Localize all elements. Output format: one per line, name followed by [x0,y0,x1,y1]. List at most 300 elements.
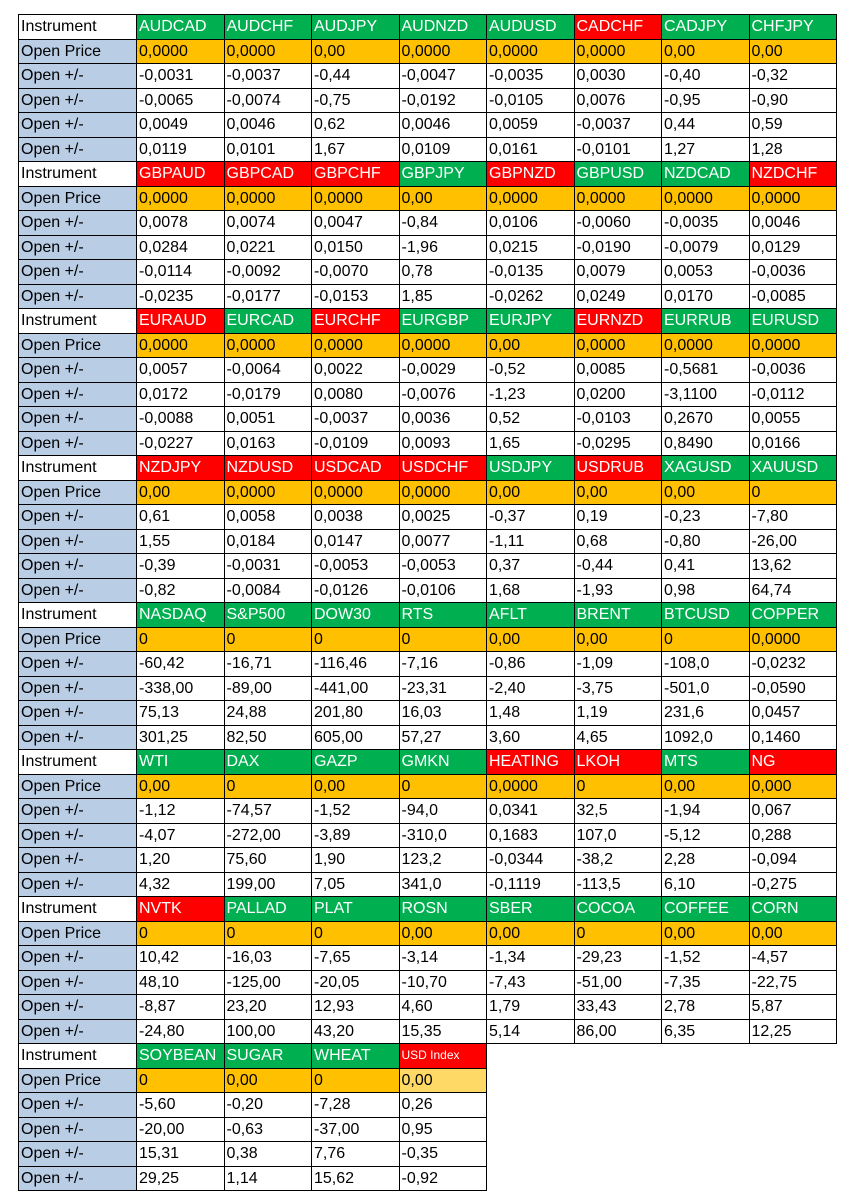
instrument-row-label: Instrument [19,603,137,628]
open-price-cell: 0,00 [487,921,575,946]
open-price-cell: 0,00 [399,1068,487,1093]
open-delta-cell: -0,0153 [312,284,400,309]
open-delta-cell: 0,0080 [312,382,400,407]
instrument-cell-cocoa: COCOA [574,897,662,922]
open-delta-row [19,872,837,897]
open-delta-row-label: Open +/- [19,799,137,824]
open-delta-cell: -20,00 [137,1117,225,1142]
open-delta-row-label: Open +/- [19,113,137,138]
open-price-row [19,627,837,652]
open-delta-cell: 0,0078 [137,211,225,236]
instrument-cell-eurrub: EURRUB [662,309,750,334]
open-price-cell: 0,00 [662,480,750,505]
open-delta-cell: 231,6 [662,701,750,726]
empty-cell [749,1142,837,1167]
open-price-row-label: Open Price [19,921,137,946]
instrument-cell-plat: PLAT [312,897,400,922]
open-price-cell: 0 [399,774,487,799]
open-price-cell: 0,00 [224,1068,312,1093]
open-delta-cell: 1,79 [487,995,575,1020]
open-delta-cell: -0,92 [399,1166,487,1191]
instrument-cell-heating: HEATING [487,750,575,775]
open-delta-cell: -16,71 [224,652,312,677]
open-delta-cell: -0,0035 [487,64,575,89]
empty-cell [662,1117,750,1142]
instrument-cell-gbpchf: GBPCHF [312,162,400,187]
open-delta-row [19,946,837,971]
open-delta-row-label: Open +/- [19,554,137,579]
empty-cell [749,1117,837,1142]
instrument-cell-eurcad: EURCAD [224,309,312,334]
empty-cell [574,1068,662,1093]
open-price-cell: 0,00 [487,333,575,358]
open-delta-cell: 0,0057 [137,358,225,383]
instrument-cell-lkoh: LKOH [574,750,662,775]
open-delta-row [19,848,837,873]
open-delta-cell: 33,43 [574,995,662,1020]
open-delta-cell: -0,44 [574,554,662,579]
open-price-cell: 0 [137,921,225,946]
open-delta-row [19,970,837,995]
open-delta-cell: 201,80 [312,701,400,726]
open-delta-cell: -0,82 [137,578,225,603]
instrument-cell-eurgbp: EURGBP [399,309,487,334]
empty-cell [662,1044,750,1069]
open-delta-row [19,211,837,236]
open-delta-cell: -22,75 [749,970,837,995]
open-delta-cell: 2,78 [662,995,750,1020]
open-delta-row-label: Open +/- [19,946,137,971]
instrument-header-row [19,309,837,334]
open-delta-cell: -0,23 [662,505,750,530]
empty-cell [662,1093,750,1118]
open-delta-cell: 0,0051 [224,407,312,432]
open-delta-row [19,1166,837,1191]
open-delta-row-label: Open +/- [19,676,137,701]
open-delta-cell: -0,0084 [224,578,312,603]
instrument-cell-soybean: SOYBEAN [137,1044,225,1069]
open-delta-cell: -0,0036 [749,358,837,383]
empty-cell [487,1142,575,1167]
open-delta-cell: 0,0106 [487,211,575,236]
open-price-cell: 0,00 [662,774,750,799]
open-delta-cell: -0,0177 [224,284,312,309]
open-delta-cell: -0,52 [487,358,575,383]
open-delta-row [19,260,837,285]
open-delta-cell: 1,68 [487,578,575,603]
open-delta-row-label: Open +/- [19,701,137,726]
open-delta-cell: -0,0135 [487,260,575,285]
open-delta-cell: 0,0053 [662,260,750,285]
open-delta-cell: -0,90 [749,88,837,113]
open-delta-cell: -0,0103 [574,407,662,432]
open-delta-row [19,407,837,432]
open-delta-cell: 0,37 [487,554,575,579]
open-delta-cell: 0,0059 [487,113,575,138]
open-delta-row-label: Open +/- [19,1117,137,1142]
open-delta-cell: 199,00 [224,872,312,897]
open-delta-cell: -37,00 [312,1117,400,1142]
open-delta-cell: 75,60 [224,848,312,873]
instrument-row-label: Instrument [19,1044,137,1069]
open-delta-cell: 0,0093 [399,431,487,456]
open-price-cell: 0,00 [662,921,750,946]
open-delta-cell: 0,1683 [487,823,575,848]
instrument-row-label: Instrument [19,897,137,922]
open-delta-row [19,382,837,407]
open-delta-cell: -116,46 [312,652,400,677]
open-delta-row-label: Open +/- [19,64,137,89]
open-price-cell: 0 [137,1068,225,1093]
open-delta-cell: -501,0 [662,676,750,701]
open-delta-cell: -0,35 [399,1142,487,1167]
open-delta-cell: 0,0166 [749,431,837,456]
open-delta-cell: -0,20 [224,1093,312,1118]
open-delta-row-label: Open +/- [19,848,137,873]
open-delta-cell: -0,0227 [137,431,225,456]
open-delta-cell: -20,05 [312,970,400,995]
open-delta-cell: 10,42 [137,946,225,971]
open-delta-cell: 13,62 [749,554,837,579]
open-delta-cell: 48,10 [137,970,225,995]
instrument-cell-nvtk: NVTK [137,897,225,922]
open-delta-cell: -10,70 [399,970,487,995]
instrument-cell-audjpy: AUDJPY [312,15,400,40]
open-delta-cell: -0,75 [312,88,400,113]
open-delta-cell: 0,0150 [312,235,400,260]
open-delta-cell: -23,31 [399,676,487,701]
open-delta-cell: 43,20 [312,1019,400,1044]
open-delta-cell: 0,0025 [399,505,487,530]
open-delta-cell: -0,0035 [662,211,750,236]
open-delta-cell: 1,67 [312,137,400,162]
open-delta-cell: 1,20 [137,848,225,873]
open-delta-cell: 7,05 [312,872,400,897]
open-price-cell: 0,0000 [662,333,750,358]
open-delta-row-label: Open +/- [19,872,137,897]
open-price-cell: 0,0000 [137,186,225,211]
open-delta-cell: -0,95 [662,88,750,113]
open-delta-cell: -125,00 [224,970,312,995]
open-delta-cell: -0,0114 [137,260,225,285]
open-delta-row [19,676,837,701]
empty-cell [574,1142,662,1167]
open-delta-row [19,799,837,824]
instrument-header-row [19,1044,837,1069]
open-delta-cell: 341,0 [399,872,487,897]
open-delta-cell: 0,52 [487,407,575,432]
open-delta-row-label: Open +/- [19,235,137,260]
open-delta-cell: 1,28 [749,137,837,162]
open-delta-cell: -7,80 [749,505,837,530]
open-delta-cell: 0,0074 [224,211,312,236]
open-price-cell: 0 [137,627,225,652]
open-delta-cell: 0,0163 [224,431,312,456]
open-price-cell: 0,00 [574,480,662,505]
open-price-cell: 0,0000 [312,333,400,358]
open-delta-cell: 605,00 [312,725,400,750]
open-delta-cell: -0,1119 [487,872,575,897]
open-price-cell: 0,00 [574,627,662,652]
open-price-cell: 0 [312,1068,400,1093]
open-delta-cell: -1,34 [487,946,575,971]
open-delta-cell: 5,87 [749,995,837,1020]
open-delta-cell: 0,0076 [574,88,662,113]
open-delta-row-label: Open +/- [19,529,137,554]
open-price-cell: 0,000 [749,774,837,799]
open-delta-cell: 5,14 [487,1019,575,1044]
open-delta-cell: 24,88 [224,701,312,726]
open-price-cell: 0 [574,774,662,799]
empty-cell [574,1166,662,1191]
open-delta-cell: -108,0 [662,652,750,677]
open-delta-cell: -0,0053 [312,554,400,579]
open-price-cell: 0,0000 [487,186,575,211]
open-delta-cell: -0,80 [662,529,750,554]
open-delta-cell: -1,93 [574,578,662,603]
open-delta-row-label: Open +/- [19,407,137,432]
open-delta-cell: 1,14 [224,1166,312,1191]
open-delta-row [19,1019,837,1044]
open-delta-row [19,113,837,138]
instrument-cell-usdrub: USDRUB [574,456,662,481]
open-price-cell: 0,00 [662,39,750,64]
open-delta-cell: 0,0046 [224,113,312,138]
instrument-cell-aflt: AFLT [487,603,575,628]
open-price-cell: 0,0000 [749,333,837,358]
instrument-header-row [19,750,837,775]
open-delta-row [19,137,837,162]
instrument-header-row [19,603,837,628]
open-price-cell: 0 [312,627,400,652]
open-delta-cell: -0,40 [662,64,750,89]
open-delta-cell: 0,61 [137,505,225,530]
open-delta-cell: 0,0038 [312,505,400,530]
instrument-cell-cadjpy: CADJPY [662,15,750,40]
instrument-cell-brent: BRENT [574,603,662,628]
instrument-header-row [19,15,837,40]
open-delta-cell: 15,62 [312,1166,400,1191]
open-delta-cell: -0,0092 [224,260,312,285]
open-delta-cell: -0,0029 [399,358,487,383]
open-delta-cell: -0,84 [399,211,487,236]
open-delta-row-label: Open +/- [19,260,137,285]
open-delta-row-label: Open +/- [19,1142,137,1167]
open-delta-cell: 6,10 [662,872,750,897]
open-delta-cell: -0,0037 [312,407,400,432]
open-delta-cell: 0,0184 [224,529,312,554]
open-price-row-label: Open Price [19,774,137,799]
open-price-cell: 0,0000 [224,186,312,211]
open-delta-cell: 301,25 [137,725,225,750]
open-delta-cell: -0,0112 [749,382,837,407]
open-delta-cell: -0,275 [749,872,837,897]
open-delta-cell: 0,19 [574,505,662,530]
open-delta-cell: -4,57 [749,946,837,971]
open-delta-cell: 0,38 [224,1142,312,1167]
open-delta-cell: 0,78 [399,260,487,285]
open-price-row-label: Open Price [19,627,137,652]
instrument-row-label: Instrument [19,162,137,187]
open-delta-cell: 4,32 [137,872,225,897]
open-price-cell: 0,0000 [399,333,487,358]
open-price-cell: 0,00 [399,921,487,946]
open-price-cell: 0 [224,774,312,799]
instrument-cell-xauusd: XAUUSD [749,456,837,481]
open-delta-cell: -0,0179 [224,382,312,407]
open-delta-cell: -60,42 [137,652,225,677]
open-delta-cell: -0,094 [749,848,837,873]
instrument-row-label: Instrument [19,456,137,481]
instrument-cell-rts: RTS [399,603,487,628]
open-delta-cell: -441,00 [312,676,400,701]
instrument-cell-coffee: COFFEE [662,897,750,922]
open-delta-cell: -8,87 [137,995,225,1020]
open-price-row-label: Open Price [19,186,137,211]
open-delta-cell: -0,0126 [312,578,400,603]
open-price-row-label: Open Price [19,39,137,64]
open-delta-cell: 6,35 [662,1019,750,1044]
open-delta-cell: 23,20 [224,995,312,1020]
instrument-cell-audcad: AUDCAD [137,15,225,40]
open-price-row-label: Open Price [19,480,137,505]
open-delta-cell: -29,23 [574,946,662,971]
open-price-cell: 0,00 [137,480,225,505]
open-delta-row [19,1142,837,1167]
open-delta-cell: -0,0262 [487,284,575,309]
instrument-cell-sandp500: S&P500 [224,603,312,628]
open-delta-cell: -3,75 [574,676,662,701]
open-delta-cell: -0,5681 [662,358,750,383]
open-delta-cell: 12,25 [749,1019,837,1044]
open-delta-cell: -2,40 [487,676,575,701]
instrument-cell-usd-index: USD Index [399,1044,487,1069]
open-delta-cell: 32,5 [574,799,662,824]
open-delta-row [19,578,837,603]
open-delta-cell: 0,0147 [312,529,400,554]
empty-cell [487,1166,575,1191]
open-delta-cell: 0,0457 [749,701,837,726]
open-delta-cell: -0,0070 [312,260,400,285]
open-delta-cell: 1,48 [487,701,575,726]
open-price-cell: 0 [312,921,400,946]
open-price-cell: 0,0000 [574,333,662,358]
open-delta-cell: 0,0022 [312,358,400,383]
instrument-cell-ng: NG [749,750,837,775]
instrument-cell-audusd: AUDUSD [487,15,575,40]
open-price-row [19,1068,837,1093]
open-delta-cell: -4,07 [137,823,225,848]
instrument-cell-nasdaq: NASDAQ [137,603,225,628]
empty-cell [749,1166,837,1191]
empty-cell [662,1142,750,1167]
instrument-cell-gbpusd: GBPUSD [574,162,662,187]
empty-cell [662,1068,750,1093]
open-delta-row-label: Open +/- [19,382,137,407]
empty-cell [749,1044,837,1069]
open-delta-cell: -0,0105 [487,88,575,113]
open-delta-cell: -0,0053 [399,554,487,579]
open-delta-cell: -338,00 [137,676,225,701]
open-delta-row-label: Open +/- [19,1166,137,1191]
open-delta-cell: -7,28 [312,1093,400,1118]
open-delta-cell: -3,1100 [662,382,750,407]
open-delta-cell: 0,0119 [137,137,225,162]
instrument-cell-eurchf: EURCHF [312,309,400,334]
instrument-cell-gbpjpy: GBPJPY [399,162,487,187]
instrument-cell-rosn: ROSN [399,897,487,922]
open-delta-row [19,235,837,260]
open-delta-row [19,701,837,726]
open-delta-cell: -0,0101 [574,137,662,162]
open-delta-cell: 0,26 [399,1093,487,1118]
open-delta-cell: -310,0 [399,823,487,848]
open-delta-cell: -0,0190 [574,235,662,260]
open-delta-cell: -0,0037 [224,64,312,89]
open-delta-cell: 0,98 [662,578,750,603]
empty-cell [574,1117,662,1142]
open-price-cell: 0 [574,921,662,946]
open-delta-row-label: Open +/- [19,823,137,848]
instrument-cell-euraud: EURAUD [137,309,225,334]
open-delta-cell: -0,44 [312,64,400,89]
open-price-cell: 0,00 [749,921,837,946]
open-delta-cell: -5,60 [137,1093,225,1118]
open-delta-cell: 0,0046 [749,211,837,236]
empty-cell [574,1044,662,1069]
open-delta-cell: -0,0344 [487,848,575,873]
open-price-cell: 0,0000 [399,39,487,64]
empty-cell [749,1093,837,1118]
open-delta-cell: 0,0030 [574,64,662,89]
open-delta-cell: -0,0106 [399,578,487,603]
open-delta-row-label: Open +/- [19,995,137,1020]
instrument-header-row [19,897,837,922]
open-delta-cell: 1,19 [574,701,662,726]
open-delta-row [19,725,837,750]
open-delta-cell: 1,55 [137,529,225,554]
open-delta-cell: -0,32 [749,64,837,89]
open-delta-cell: 100,00 [224,1019,312,1044]
instrument-cell-dax: DAX [224,750,312,775]
open-delta-cell: -0,0064 [224,358,312,383]
open-delta-cell: 0,0129 [749,235,837,260]
open-delta-cell: -272,00 [224,823,312,848]
open-price-row [19,480,837,505]
empty-cell [662,1166,750,1191]
open-delta-cell: 1092,0 [662,725,750,750]
open-delta-row-label: Open +/- [19,88,137,113]
open-delta-cell: -0,0109 [312,431,400,456]
instrument-cell-gbpcad: GBPCAD [224,162,312,187]
open-delta-cell: -0,0085 [749,284,837,309]
open-delta-cell: 0,288 [749,823,837,848]
instrument-cell-gbpnzd: GBPNZD [487,162,575,187]
open-delta-cell: 64,74 [749,578,837,603]
open-delta-cell: -3,89 [312,823,400,848]
open-delta-cell: -0,0079 [662,235,750,260]
open-delta-cell: -1,09 [574,652,662,677]
open-delta-cell: -1,94 [662,799,750,824]
open-price-cell: 0,0000 [574,186,662,211]
open-price-row [19,186,837,211]
open-price-row [19,921,837,946]
open-delta-cell: 2,28 [662,848,750,873]
open-delta-cell: 0,0101 [224,137,312,162]
empty-cell [487,1093,575,1118]
instrument-cell-corn: CORN [749,897,837,922]
open-delta-cell: 1,85 [399,284,487,309]
